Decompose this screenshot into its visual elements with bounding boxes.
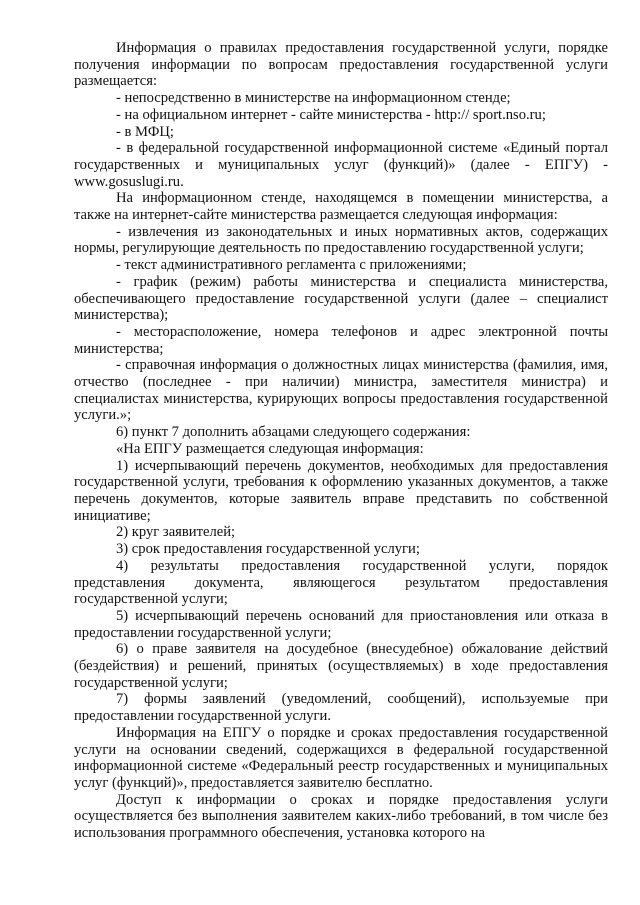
paragraph-info-stand: На информационном стенде, находящемся в помещении министерства, а также на интернет-сайте министерства размещается следующая информация:	[74, 190, 608, 224]
paragraph-ministry-stand: - непосредственно в министерстве на информационном стенде;	[116, 90, 511, 107]
list-item-4: 4) результаты предоставления государственной услуги, порядок представления документа, являющегося результатом предоставления государственной услуги;	[74, 557, 608, 608]
list-item-6: 6) о праве заявителя на досудебное (внесудебное) обжалование действий (бездействия) и решений, принятых (осуществляемых) в ходе предоставления государственной услуги;	[74, 641, 608, 691]
paragraph-regulation-text: - текст административного регламента с приложениями;	[116, 257, 467, 274]
paragraph-work-schedule: - график (режим) работы министерства и специалиста министерства, обеспечивающего предоставление государственной услуги (далее – специалист министерства);	[74, 273, 608, 324]
paragraph-epgu-info: «На ЕПГУ размещается следующая информация:	[116, 440, 424, 457]
document-page	[74, 40, 608, 842]
list-item-3: 3) срок предоставления государственной услуги;	[116, 541, 420, 558]
paragraph-info-rules: Информация о правилах предоставления государственной услуги, порядке получения информации по вопросам предоставления государственной услуги размещается:	[74, 40, 608, 90]
paragraph-reference-info: - справочная информация о должностных лицах министерства (фамилия, имя, отчество (последнее - при наличии) министра, заместителя министра) и специалистах министерства, курирующих вопросы предоставления государственной услуги.»;	[74, 357, 608, 424]
paragraph-item-6: 6) пункт 7 дополнить абзацами следующего содержания:	[116, 424, 471, 441]
paragraph-official-site: - на официальном интернет - сайте министерства - http:// sport.nso.ru;	[116, 106, 546, 123]
paragraph-epgu: - в федеральной государственной информационной системе «Единый портал государственных и муниципальных услуг (функций)» (далее - ЕПГУ) - www.gosuslugi.ru.	[74, 140, 608, 190]
list-item-5: 5) исчерпывающий перечень оснований для приостановления или отказа в предоставлении государственной услуги;	[74, 607, 608, 641]
list-item-7: 7) формы заявлений (уведомлений, сообщений), используемые при предоставлении государственной услуги.	[74, 691, 608, 725]
list-item-2: 2) круг заявителей;	[116, 524, 236, 541]
list-item-1: 1) исчерпывающий перечень документов, необходимых для предоставления государственной услуги, требования к оформлению указанных документов, а также перечень документов, которые заявитель вправе представить по собственной инициативе;	[74, 457, 608, 524]
paragraph-epgu-free: Информация на ЕПГУ о порядке и сроках предоставления государственной услуги на основании сведений, содержащихся в федеральной государственной информационной системе «Федеральный реестр государственных и муниципальных услуг (функций)», предоставляется заявителю бесплатно.	[74, 724, 608, 791]
paragraph-location-contacts: - месторасположение, номера телефонов и адрес электронной почты министерства;	[74, 323, 608, 357]
paragraph-access: Доступ к информации о сроках и порядке предоставления услуги осуществляется без выполнения заявителем каких-либо требований, в том числе без использования программного обеспечения, установка которого на	[74, 791, 608, 842]
paragraph-mfc: - в МФЦ;	[116, 123, 174, 140]
paragraph-legal-extracts: - извлечения из законодательных и иных нормативных актов, содержащих нормы, регулирующие деятельность по предоставлению государственной услуги;	[74, 223, 608, 257]
